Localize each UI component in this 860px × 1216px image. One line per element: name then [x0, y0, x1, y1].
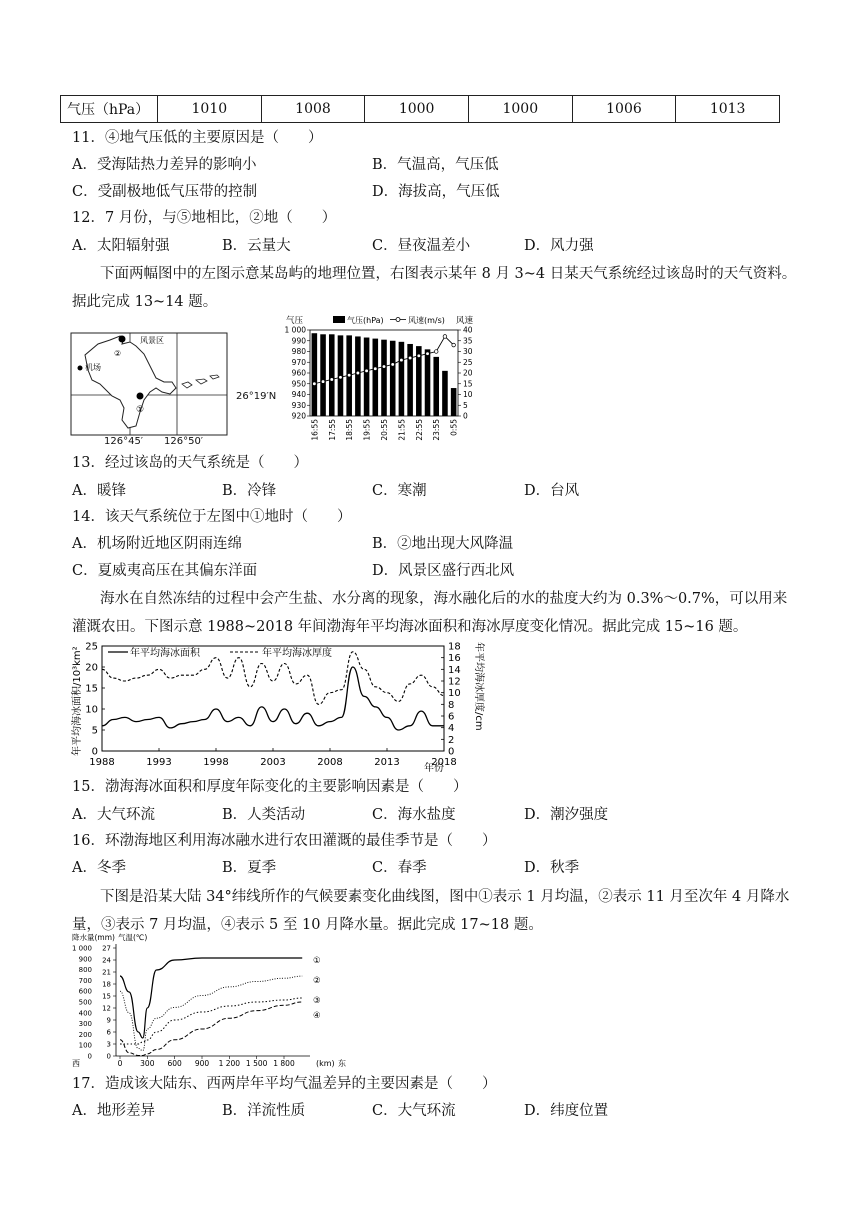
chart3-xtick-label: 1 800 [273, 1059, 295, 1068]
weather-chart [280, 312, 500, 452]
chart2-y2tick-label: 14 [448, 664, 461, 676]
chart1-y2tick-label: 40 [463, 325, 473, 335]
chart1-pressure-bar [433, 357, 439, 416]
chart1-wind-point [373, 367, 377, 371]
chart1-pressure-bar [355, 336, 361, 416]
chart3-xtick-label: 600 [167, 1059, 182, 1068]
q15-option-d[interactable]: D．潮汐强度 [524, 807, 609, 823]
chart1-pressure-bar [320, 334, 326, 416]
chart2-xtick-label: 2008 [317, 757, 343, 768]
q17-option-b[interactable]: B．洋流性质 [222, 1103, 306, 1119]
chart1-pressure-bar [329, 334, 335, 416]
chart3-xtick-label: 300 [140, 1059, 155, 1068]
chart2-xtick-label: 1998 [203, 757, 229, 768]
chart1-wind-point [434, 350, 438, 354]
q12-option-c[interactable]: C．昼夜温差小 [372, 238, 471, 254]
chart2-y2tick-label: 8 [448, 699, 455, 711]
chart3-ylabel: 降水量(mm) [72, 933, 115, 942]
chart1-wind-point [330, 378, 334, 382]
chart1-y2tick-label: 5 [463, 400, 468, 410]
chart3-series-3-label: ③ [313, 996, 321, 1006]
chart2-y2tick-label: 12 [448, 676, 461, 688]
chart2-xlabel: 年份 [424, 763, 444, 774]
chart1-wind-point [452, 343, 456, 347]
mark-1: ① [136, 405, 145, 415]
chart2-y2label: 年平均海冰厚度/cm [473, 642, 484, 731]
chart2-thickness-series-line [102, 652, 444, 705]
chart1-wind-point [347, 373, 351, 377]
chart3-temp-tick-label: 18 [102, 980, 111, 989]
chart1-pressure-bar [390, 341, 396, 416]
chart1-wind-point [400, 358, 404, 362]
chart1-y2tick-label: 30 [463, 347, 473, 356]
question-14-stem: 14．该天气系统位于左图中①地时（ ） [72, 509, 352, 525]
chart1-ytick-label: 950 [291, 379, 306, 389]
chart3-temp-tick-label: 9 [106, 1016, 111, 1025]
scenic-dot [119, 336, 126, 343]
chart3-temp-tick-label: 21 [102, 968, 111, 977]
chart3-precip-tick-label: 0 [87, 1052, 92, 1061]
chart1-xtick-label: 22:55 [414, 419, 424, 441]
chart3-precip-tick-label: 300 [78, 1020, 92, 1029]
intro-15-16: 海水在自然冻结的过程中会产生盐、水分离的现象，海水融化后的水的盐度大约为 0.3%～0.7%，可以用来灌溉农田。下图示意 1988~2018 年间渤海年平均海冰面积和海冰厚度变化情况。据此完成 15~16 题。 [72, 591, 788, 635]
chart3-precip-tick-label: 100 [78, 1041, 92, 1050]
chart3-precip-tick-label: 200 [78, 1030, 92, 1039]
chart1-wind-point [426, 352, 430, 356]
chart2-xtick-label: 2003 [260, 757, 286, 768]
chart1-pressure-bar [407, 344, 413, 416]
chart1-pressure-bar [373, 339, 379, 416]
chart1-xtick-label: 20:55 [380, 419, 389, 441]
q16-option-a[interactable]: A．冬季 [72, 860, 126, 876]
table-cell: 1010 [158, 96, 262, 123]
chart1-wind-point [408, 356, 412, 360]
table-cell: 1008 [261, 96, 365, 123]
chart2-legend-area: 年平均海冰面积 [130, 648, 200, 659]
chart1-pressure-bar [381, 340, 387, 416]
chart2-y2tick-label: 2 [448, 734, 455, 746]
q12-option-a[interactable]: A．太阳辐射强 [72, 238, 170, 254]
q16-option-c[interactable]: C．春季 [372, 860, 427, 876]
chart1-xtick-label: 23:55 [432, 419, 442, 441]
chart2-y2tick-label: 10 [448, 688, 461, 700]
chart1-xtick-label: 0:55 [449, 419, 459, 436]
chart1-wind-point [443, 335, 447, 339]
chart3-series-1-label: ① [313, 956, 321, 966]
chart2-ytick-label: 20 [85, 662, 98, 674]
q16-option-b[interactable]: B．夏季 [222, 860, 277, 876]
chart1-left-axis-label: 气压 [286, 316, 304, 326]
chart1-wind-point [321, 380, 325, 384]
q17-option-d[interactable]: D．纬度位置 [524, 1103, 609, 1119]
q12-option-d[interactable]: D．风力强 [524, 238, 594, 254]
chart3-temp-tick-label: 24 [102, 956, 111, 965]
airport-label: 机场 [85, 363, 101, 372]
chart1-ytick-label: 990 [291, 336, 306, 346]
chart1-right-axis-label: 风速 [456, 316, 474, 326]
chart1-pressure-bar [442, 371, 448, 416]
chart2-ytick-label: 10 [85, 704, 98, 716]
chart1-wind-point [365, 369, 369, 373]
chart2-ytick-label: 0 [91, 746, 98, 758]
mark-2: ② [114, 349, 122, 358]
question-15-stem: 15．渤海海冰面积和厚度年际变化的主要影响因素是（ ） [72, 779, 468, 795]
q15-option-c[interactable]: C．海水盐度 [372, 807, 456, 823]
climate-chart [70, 930, 360, 1070]
question-13-stem: 13．经过该岛的天气系统是（ ） [72, 455, 308, 471]
chart3-series-2-line [120, 976, 302, 1051]
pressure-table [60, 95, 780, 123]
chart2-ytick-label: 25 [85, 641, 98, 653]
chart3-xtick-label: 1 200 [218, 1059, 241, 1068]
longitude-label-1: 126°45′ [104, 436, 144, 447]
chart3-temp-tick-label: 0 [106, 1052, 111, 1061]
chart2-y2tick-label: 4 [448, 723, 455, 735]
table-row [61, 96, 780, 123]
intro-17-18: 下图是沿某大陆 34°纬线所作的气候要素变化曲线图，图中①表示 1 月均温，②表示 11 月至次年 4 月降水量，③表示 7 月均温，④表示 5 至 10 月降水量。据此完成 17~18 题。 [72, 889, 790, 933]
chart3-precip-tick-label: 800 [78, 966, 92, 975]
chart1-y2tick-label: 15 [463, 379, 473, 389]
chart3-series-4-label: ④ [313, 1011, 321, 1021]
chart1-wind-point [356, 371, 360, 375]
q13-option-a[interactable]: A．暖锋 [72, 483, 126, 499]
chart3-xtick-label: 0 [117, 1059, 123, 1068]
chart3-xtick-label: 1 500 [245, 1059, 268, 1068]
chart3-west-label: 西 [72, 1059, 80, 1068]
table-cell: 1006 [572, 96, 676, 123]
q11-option-c[interactable]: C．受副极地低气压带的控制 [72, 184, 258, 200]
chart3-temp-tick-label: 6 [106, 1028, 111, 1037]
chart3-precip-tick-label: 500 [78, 998, 92, 1007]
chart1-ytick-label: 920 [291, 411, 306, 421]
longitude-label-2: 126°50′ [164, 436, 204, 447]
q11-option-d[interactable]: D．海拔高，气压低 [372, 184, 500, 200]
chart1-pressure-bar [312, 333, 318, 416]
chart2-y2tick-label: 18 [448, 641, 461, 653]
island-map [70, 330, 230, 438]
chart1-xtick-label: 18:55 [345, 419, 355, 441]
chart2-xtick-label: 2018 [431, 757, 457, 768]
chart2-y2tick-label: 16 [448, 653, 461, 665]
q13-option-d[interactable]: D．台风 [524, 483, 580, 499]
chart1-y2tick-label: 20 [463, 368, 473, 378]
chart1-pressure-bar [364, 338, 370, 416]
chart1-legend-bar-swatch [333, 316, 345, 323]
chart1-xtick-label: 19:55 [362, 419, 372, 441]
table-row-label: 气压（hPa） [61, 96, 158, 123]
chart2-y2tick-label: 0 [448, 746, 455, 758]
chart2-y2tick-label: 6 [448, 711, 455, 723]
chart2-xtick-label: 2013 [374, 757, 400, 768]
chart2-xtick-label: 1993 [146, 757, 172, 768]
q11-option-b[interactable]: B．气温高，气压低 [372, 157, 499, 173]
q17-option-c[interactable]: C．大气环流 [372, 1103, 456, 1119]
chart1-pressure-bar [425, 349, 431, 416]
chart1-y2tick-label: 0 [463, 411, 468, 421]
chart1-pressure-bar [399, 342, 405, 416]
chart1-wind-point [382, 365, 386, 369]
chart1-y2tick-label: 25 [463, 357, 473, 367]
chart3-x-unit: (km) [316, 1059, 335, 1068]
chart3-precip-tick-label: 400 [78, 1009, 92, 1018]
chart2-legend-thickness: 年平均海冰厚度 [262, 648, 332, 659]
question-16-stem: 16．环渤海地区利用海冰融水进行农田灌溉的最佳季节是（ ） [72, 833, 497, 849]
q16-option-d[interactable]: D．秋季 [524, 860, 580, 876]
chart3-temp-tick-label: 15 [102, 992, 111, 1001]
chart3-temp-tick-label: 3 [106, 1040, 111, 1049]
question-12-stem: 12．7 月份，与⑤地相比，②地（ ） [72, 210, 337, 226]
chart1-wind-point [417, 354, 421, 358]
chart2-ylabel: 年平均海冰面积/10³km² [72, 646, 83, 756]
q13-option-c[interactable]: C．寒潮 [372, 483, 427, 499]
chart3-temp-tick-label: 12 [102, 1004, 111, 1013]
q14-option-c[interactable]: C．夏威夷高压在其偏东洋面 [72, 563, 258, 579]
chart1-wind-point [391, 363, 395, 367]
q15-option-a[interactable]: A．大气环流 [72, 807, 155, 823]
question-11-stem: 11．④地气压低的主要原因是（ ） [72, 130, 323, 146]
chart3-series-2-label: ② [313, 976, 321, 986]
q15-option-b[interactable]: B．人类活动 [222, 807, 306, 823]
chart1-ytick-label: 980 [291, 347, 306, 356]
chart1-ytick-label: 960 [291, 368, 306, 378]
question-17-stem: 17．造成该大陆东、西两岸年平均气温差异的主要因素是（ ） [72, 1076, 497, 1092]
chart3-series-3-line [120, 998, 302, 1044]
chart3-series-4-line [120, 1002, 302, 1055]
chart1-xtick-label: 16:55 [310, 419, 320, 441]
chart1-xtick-label: 17:55 [327, 419, 337, 441]
chart3-precip-tick-label: 600 [78, 987, 92, 996]
chart3-east-label: 东 [338, 1059, 346, 1068]
q14-option-a[interactable]: A．机场附近地区阴雨连绵 [72, 536, 242, 552]
latitude-label: 26°19′N [236, 391, 277, 402]
scenic-label: 风景区 [140, 336, 164, 345]
chart1-y2tick-label: 10 [463, 390, 473, 399]
chart1-legend-line-swatch [396, 318, 400, 322]
q14-option-b[interactable]: B．②地出现大风降温 [372, 536, 514, 552]
chart3-series-1-line [120, 958, 302, 1038]
chart3-xtick-label: 900 [194, 1059, 210, 1068]
table-cell: 1000 [365, 96, 469, 123]
chart2-xtick-label: 1988 [89, 757, 115, 768]
chart3-temp-tick-label: 27 [102, 944, 111, 953]
chart2-ytick-label: 5 [91, 725, 98, 737]
chart1-ytick-label: 970 [291, 357, 306, 367]
chart1-pressure-bar [451, 388, 457, 416]
q13-option-b[interactable]: B．冷锋 [222, 483, 277, 499]
table-cell: 1013 [676, 96, 780, 123]
chart1-ytick-label: 930 [291, 400, 306, 410]
chart3-y2label: 气温(℃) [118, 933, 148, 942]
chart1-legend-wind: 风速(m/s) [408, 316, 445, 325]
q11-option-a[interactable]: A．受海陆热力差异的影响小 [72, 157, 257, 173]
table-cell: 1000 [468, 96, 572, 123]
chart3-precip-tick-label: 900 [78, 955, 92, 964]
chart3-precip-tick-label: 700 [78, 976, 92, 985]
chart1-wind-point [313, 382, 317, 386]
q12-option-b[interactable]: B．云量大 [222, 238, 291, 254]
sea-ice-chart [68, 636, 508, 776]
chart2-ytick-label: 15 [85, 683, 98, 695]
airport-dot [78, 366, 83, 371]
chart1-ytick-label: 1 000 [284, 325, 306, 335]
chart3-precip-tick-label: 1 000 [71, 944, 92, 953]
chart1-wind-point [339, 376, 343, 380]
chart1-xtick-label: 21:55 [397, 419, 407, 441]
intro-13-14: 下面两幅图中的左图示意某岛屿的地理位置，右图表示某年 8 月 3~4 日某天气系统经过该岛时的天气资料。据此完成 13~14 题。 [72, 266, 797, 310]
q14-option-d[interactable]: D．风景区盛行西北风 [372, 563, 515, 579]
chart1-legend-pressure: 气压(hPa) [347, 316, 384, 325]
chart2-plot-frame [102, 646, 444, 751]
chart2-area-series-line [102, 667, 444, 730]
chart1-y2tick-label: 35 [463, 336, 473, 346]
point-1-dot [137, 393, 144, 400]
chart1-ytick-label: 940 [291, 390, 306, 399]
q17-option-a[interactable]: A．地形差异 [72, 1103, 155, 1119]
